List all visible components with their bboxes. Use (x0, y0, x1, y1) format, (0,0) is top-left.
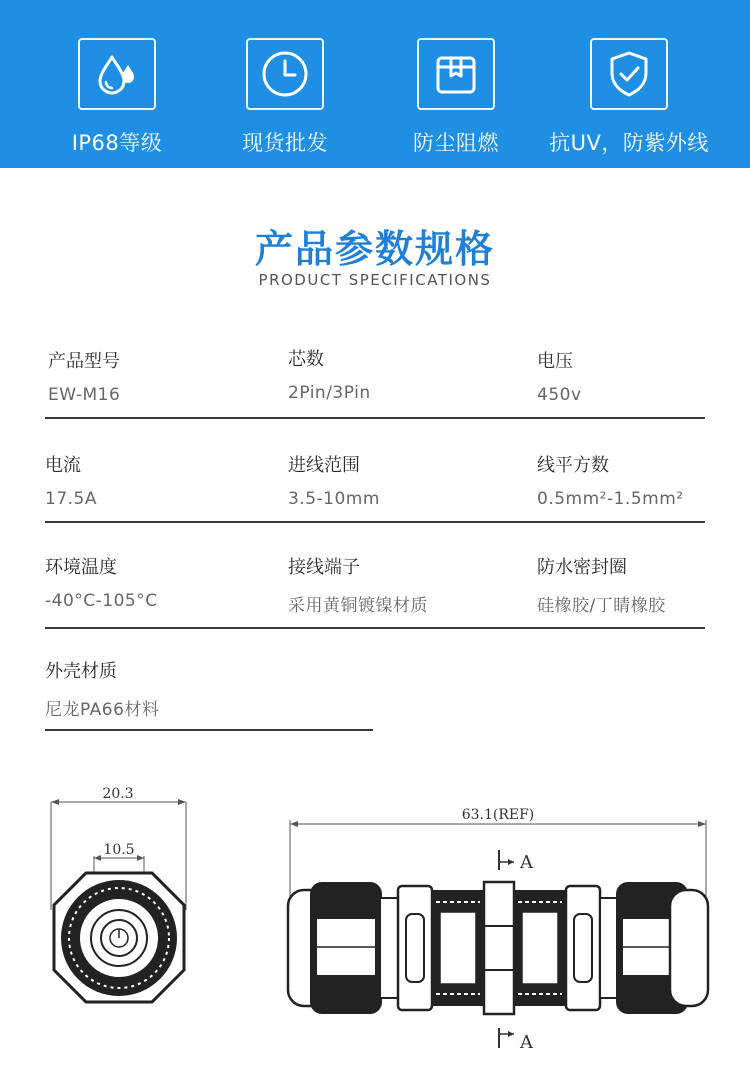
side-view-drawing (280, 790, 720, 1070)
feature-label: 抗UV，防紫外线 (549, 131, 709, 155)
spec-cores (288, 345, 371, 403)
section-subtitle: PRODUCT SPECIFICATIONS (258, 271, 492, 289)
spec-housing (45, 657, 159, 720)
row-divider (45, 627, 705, 629)
spec-wire-gauge (537, 451, 684, 509)
spec-seal (537, 553, 666, 616)
spec-key: 电压 (537, 351, 573, 372)
spec-value: 17.5A (45, 489, 97, 509)
spec-key: 线平方数 (537, 455, 609, 476)
spec-key: 防水密封圈 (537, 557, 627, 578)
section-label-top: A (520, 852, 533, 873)
spec-key: 产品型号 (48, 351, 120, 372)
spec-value: 3.5-10mm (288, 489, 380, 509)
feature-label: 防尘阻燃 (413, 131, 499, 155)
feature-label: 现货批发 (242, 131, 328, 155)
spec-key: 芯数 (288, 349, 324, 370)
spec-value: 450v (537, 385, 582, 405)
spec-key: 接线端子 (288, 557, 360, 578)
spec-temperature (45, 553, 158, 611)
feature-ip68 (32, 38, 202, 157)
clock-icon (246, 38, 324, 110)
water-drops-icon (78, 38, 156, 110)
feature-in-stock (200, 38, 370, 157)
spec-voltage (537, 347, 582, 405)
length-dimension-label: 63.1(REF) (461, 807, 535, 823)
row-divider (45, 729, 373, 731)
spec-key: 电流 (45, 455, 81, 476)
spec-value: 2Pin/3Pin (288, 383, 371, 403)
feature-label: IP68等级 (71, 131, 163, 155)
spec-model (48, 347, 120, 405)
spec-value: 0.5mm²-1.5mm² (537, 489, 684, 509)
spec-value: 采用黄铜镀镍材质 (288, 596, 428, 616)
spec-value: 尼龙PA66材料 (45, 700, 160, 720)
shield-check-icon (590, 38, 668, 110)
row-divider (45, 521, 705, 523)
spec-key: 进线范围 (288, 455, 360, 476)
feature-banner (0, 0, 750, 168)
outer-dimension-label: 20.3 (102, 786, 134, 802)
row-divider (45, 417, 705, 419)
spec-current (45, 451, 97, 509)
front-view-drawing (36, 770, 206, 1070)
box-icon (417, 38, 495, 110)
spec-key: 外壳材质 (45, 661, 117, 682)
spec-terminal (288, 553, 428, 616)
spec-value: 硅橡胶/丁睛橡胶 (537, 596, 666, 616)
section-title: 产品参数规格 (254, 227, 495, 271)
inner-dimension-label: 10.5 (103, 842, 135, 858)
spec-cable-range (288, 451, 380, 509)
feature-dustproof (371, 38, 541, 157)
section-label-bottom: A (520, 1032, 533, 1053)
spec-value: EW-M16 (48, 385, 121, 405)
spec-key: 环境温度 (45, 557, 117, 578)
spec-value: -40°C-105°C (45, 591, 158, 611)
feature-uv (544, 38, 714, 157)
